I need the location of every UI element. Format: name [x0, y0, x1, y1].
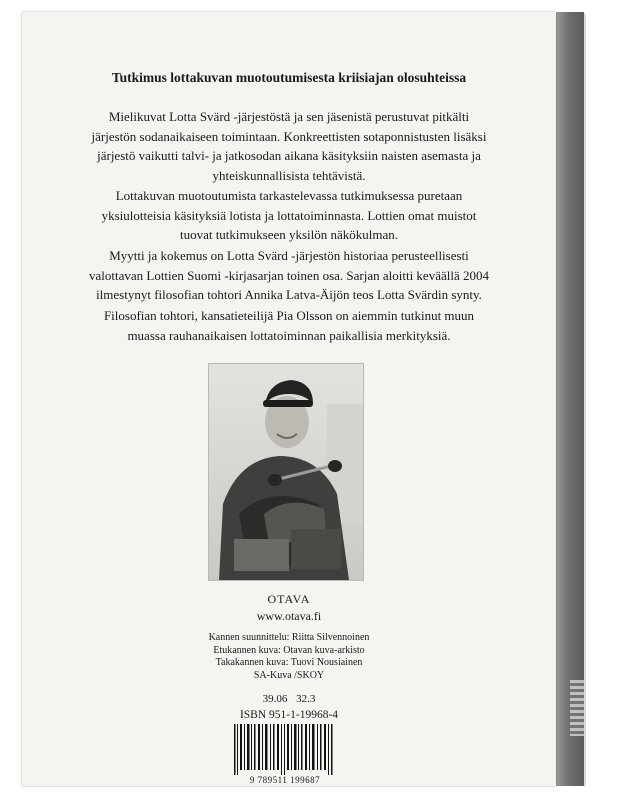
- credit-line: Takakannen kuva: Tuovi Nousiainen: [215, 657, 363, 668]
- credits: [22, 632, 556, 682]
- credit-line: SA-Kuva /SKOY: [253, 669, 325, 681]
- paragraph-line: yksiulotteisia käsityksiä lotista ja lottatoiminnasta. Lottien omat muistot: [101, 207, 477, 223]
- publisher-name: OTAVA: [267, 592, 311, 606]
- paragraph-line: Lottakuvan muotoutumista tarkastelevassa tutkimuksessa puretaan: [115, 188, 463, 203]
- headline: Tutkimus lottakuvan muotoutumisesta kriisiajan olosuhteissa: [111, 70, 467, 85]
- barcode: [230, 724, 340, 786]
- paragraph-line: valottavan Lottien Suomi -kirjasarjan toinen osa. Sarjan aloitti keväällä 2004: [88, 267, 489, 283]
- author-photo: [208, 363, 364, 581]
- publisher-website: www.otava.fi: [256, 609, 322, 623]
- paragraph-line: Myytti ja kokemus on Lotta Svärd -järjestön historiaa perusteellisesti: [109, 248, 469, 263]
- paragraph-2: [22, 186, 556, 245]
- paragraph-line: Mielikuvat Lotta Svärd -järjestöstä ja sen jäsenistä perustuvat pitkälti: [108, 109, 470, 124]
- paragraph-line: Filosofian tohtori, kansatieteilijä Pia Olsson on aiemmin tutkinut muun: [103, 308, 475, 323]
- paragraph-line: tuovat tutkimukseen yksilön näkökulman.: [179, 227, 399, 242]
- paragraph-line: ilmestynyt filosofian tohtori Annika Latva-Äijön teos Lotta Svärdin synty.: [96, 287, 482, 302]
- book-spine: [556, 12, 584, 786]
- barcode-digits: 9 789511 199687: [230, 775, 340, 785]
- barcode-bars: [230, 724, 340, 776]
- paragraph-line: järjestön sodanaikaiseen toimintaan. Konkreettisten sotaponnistusten lisäksi: [91, 128, 487, 144]
- paragraph-3: [22, 246, 556, 305]
- isbn: ISBN 951-1-19968-4: [239, 709, 339, 721]
- classification-codes: 39.06 32.3: [262, 693, 316, 705]
- credit-line: Kannen suunnittelu: Riitta Silvennoinen: [208, 632, 370, 643]
- photo-illustration: [209, 364, 363, 580]
- paragraph-4: [22, 306, 556, 345]
- paragraph-line: järjestö vaikutti talvi- ja jatkosodan aikana käsityksiin naisten asemasta ja: [97, 148, 481, 163]
- credit-line: Etukannen kuva: Otavan kuva-arkisto: [213, 644, 365, 656]
- back-cover-content: [22, 12, 556, 786]
- spine-label: [570, 680, 584, 736]
- paragraph-line: muassa rauhanaikaisen lottatoiminnan paikallisia merkityksiä.: [127, 327, 451, 343]
- paragraph-1: [22, 107, 556, 185]
- paragraph-line: yhteiskunnallisista tehtävistä.: [212, 167, 366, 183]
